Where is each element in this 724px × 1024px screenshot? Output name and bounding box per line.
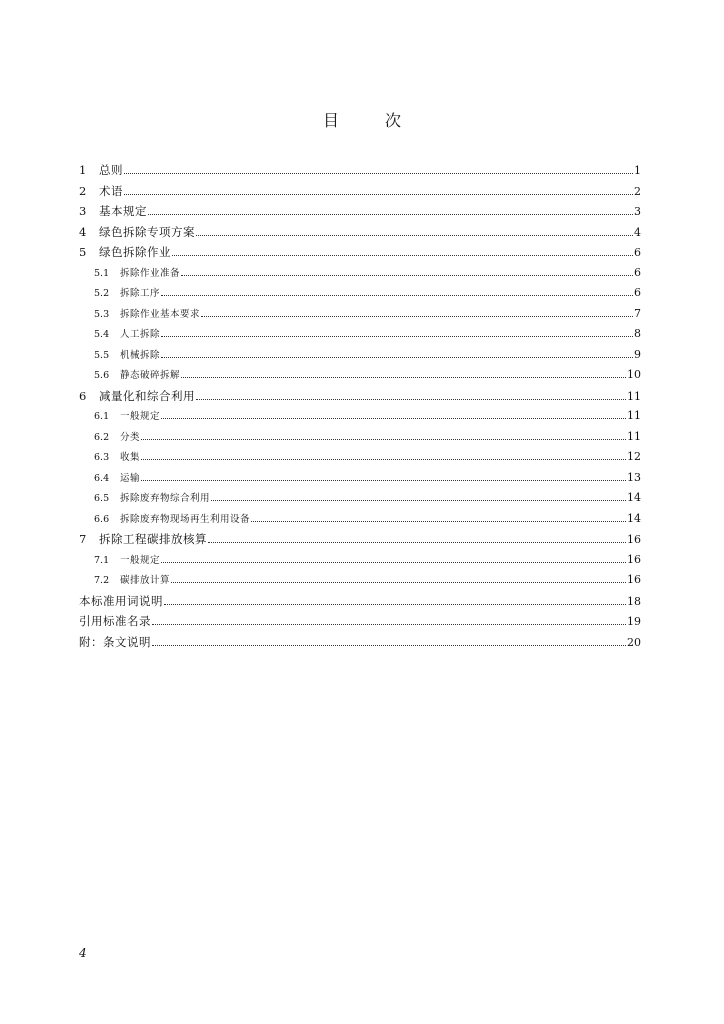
- toc-dot-leader: [161, 562, 626, 563]
- toc-dot-leader: [196, 399, 626, 400]
- toc-entry-label: 拆除作业基本要求: [120, 308, 201, 320]
- toc-dot-leader: [161, 418, 626, 419]
- toc-entry-page: 1: [634, 164, 641, 177]
- toc-dot-leader: [148, 214, 633, 215]
- toc-dot-leader: [181, 275, 633, 276]
- toc-entry-number: 1: [79, 163, 87, 177]
- toc-entry[interactable]: [79, 613, 641, 634]
- toc-entry[interactable]: [79, 306, 641, 327]
- toc-entry-page: 6: [634, 265, 641, 279]
- toc-entry-label: 碳排放计算: [120, 575, 171, 586]
- toc-entry[interactable]: [79, 511, 641, 532]
- toc-dot-leader: [152, 645, 626, 646]
- toc-entry-number: 5.6: [94, 370, 110, 381]
- toc-entry-page: 9: [634, 347, 641, 361]
- toc-entry-number: 6.3: [94, 452, 110, 463]
- toc-entry-page: 12: [627, 450, 641, 463]
- toc-entry-number: 6.6: [94, 513, 110, 525]
- toc-entry-number: 6.1: [94, 411, 110, 422]
- toc-entry-label: 静态破碎拆解: [120, 370, 181, 381]
- toc-entry[interactable]: [79, 285, 641, 306]
- toc-entry-page: 11: [627, 409, 641, 422]
- toc-dot-leader: [141, 439, 626, 440]
- toc-entry-label: 附：条文说明: [79, 634, 151, 649]
- toc-title-char-2: 次: [385, 111, 402, 130]
- toc-dot-leader: [208, 542, 626, 543]
- toc-title-char-1: 目: [322, 111, 339, 130]
- toc-entry-number: 6.5: [94, 493, 110, 504]
- footer-page-number: 4: [79, 946, 87, 960]
- toc-entry-page: 6: [634, 286, 641, 299]
- toc-entry-page: 16: [627, 573, 641, 586]
- toc-entry-page: 6: [634, 246, 641, 259]
- toc-entry-label: 运输: [120, 472, 141, 484]
- toc-entry[interactable]: [79, 552, 641, 573]
- toc-entry-number: 2: [79, 183, 87, 198]
- toc-entry[interactable]: [79, 162, 641, 183]
- toc-entry-page: 11: [627, 389, 641, 403]
- toc-entry-page: 3: [634, 205, 641, 218]
- toc-entry[interactable]: [79, 347, 641, 368]
- toc-entry[interactable]: [79, 593, 641, 614]
- toc-entry[interactable]: [79, 408, 641, 429]
- toc-entry-number: 7: [79, 532, 87, 546]
- toc-dot-leader: [172, 255, 633, 256]
- toc-entry[interactable]: [79, 449, 641, 470]
- table-of-contents: [79, 162, 641, 654]
- toc-entry-label: 一般规定: [120, 411, 161, 422]
- toc-entry-label: 减量化和综合利用: [99, 388, 195, 403]
- toc-entry-number: 5.3: [94, 308, 110, 320]
- toc-dot-leader: [141, 459, 626, 460]
- toc-entry-label: 机械拆除: [120, 349, 161, 361]
- toc-entry-label: 术语: [99, 183, 123, 198]
- toc-entry-label: 拆除作业准备: [120, 267, 181, 279]
- toc-entry-page: 4: [634, 225, 641, 239]
- toc-entry-page: 2: [634, 184, 641, 198]
- toc-entry-label: 一般规定: [120, 554, 161, 566]
- toc-entry-label: 拆除废弃物综合利用: [120, 493, 211, 504]
- toc-entry[interactable]: [79, 224, 641, 245]
- toc-dot-leader: [152, 624, 626, 625]
- toc-entry-page: 19: [627, 615, 641, 628]
- toc-entry-label: 总则: [99, 163, 123, 177]
- toc-entry[interactable]: [79, 265, 641, 286]
- toc-entry-page: 8: [634, 327, 641, 340]
- toc-entry-label: 引用标准名录: [79, 614, 151, 628]
- toc-entry-label: 拆除工序: [120, 288, 161, 299]
- toc-entry[interactable]: [79, 367, 641, 388]
- toc-entry-label: 绿色拆除作业: [99, 245, 171, 259]
- toc-entry-label: 绿色拆除专项方案: [99, 224, 195, 239]
- toc-dot-leader: [251, 521, 626, 522]
- toc-entry-page: 10: [627, 368, 641, 381]
- toc-entry[interactable]: [79, 183, 641, 204]
- toc-entry-number: 5: [79, 245, 87, 259]
- toc-entry-number: 7.2: [94, 575, 110, 586]
- toc-entry-page: 16: [627, 533, 641, 546]
- toc-entry[interactable]: [79, 470, 641, 491]
- toc-entry-page: 11: [627, 429, 641, 443]
- toc-entry-label: 本标准用词说明: [79, 593, 163, 608]
- toc-dot-leader: [124, 194, 633, 195]
- toc-entry[interactable]: [79, 244, 641, 265]
- toc-dot-leader: [181, 377, 626, 378]
- toc-entry[interactable]: [79, 388, 641, 409]
- toc-entry[interactable]: [79, 429, 641, 450]
- toc-title: [0, 108, 724, 131]
- toc-entry[interactable]: [79, 634, 641, 655]
- toc-entry-number: 4: [79, 224, 87, 239]
- toc-dot-leader: [124, 173, 633, 174]
- toc-dot-leader: [164, 604, 626, 605]
- toc-entry-number: 6.4: [94, 472, 110, 484]
- toc-entry-number: 3: [79, 204, 87, 218]
- toc-entry-page: 7: [634, 306, 641, 320]
- toc-entry-number: 5.2: [94, 288, 110, 299]
- toc-dot-leader: [211, 500, 626, 501]
- toc-entry-page: 18: [627, 594, 641, 608]
- toc-dot-leader: [161, 295, 633, 296]
- toc-entry[interactable]: [79, 572, 641, 593]
- toc-dot-leader: [171, 582, 626, 583]
- toc-dot-leader: [161, 357, 633, 358]
- toc-entry-page: 13: [627, 470, 641, 484]
- toc-entry-label: 拆除废弃物现场再生利用设备: [120, 513, 251, 525]
- toc-entry-label: 人工拆除: [120, 329, 161, 340]
- toc-entry[interactable]: [79, 203, 641, 224]
- toc-entry-number: 5.1: [94, 267, 110, 279]
- toc-dot-leader: [201, 316, 633, 317]
- toc-entry-page: 14: [627, 511, 641, 525]
- toc-entry-number: 5.5: [94, 349, 110, 361]
- toc-entry-page: 14: [627, 491, 641, 504]
- toc-entry[interactable]: [79, 531, 641, 552]
- toc-entry-label: 分类: [120, 431, 141, 443]
- toc-entry-label: 拆除工程碳排放核算: [99, 532, 207, 546]
- toc-entry-label: 收集: [120, 452, 141, 463]
- toc-entry-number: 7.1: [94, 554, 110, 566]
- toc-entry-number: 6.2: [94, 431, 110, 443]
- toc-entry-page: 20: [627, 635, 641, 649]
- toc-entry[interactable]: [79, 326, 641, 347]
- toc-dot-leader: [161, 336, 633, 337]
- toc-entry-label: 基本规定: [99, 204, 147, 218]
- toc-entry-number: 6: [79, 388, 87, 403]
- toc-entry-number: 5.4: [94, 329, 110, 340]
- toc-dot-leader: [196, 235, 633, 236]
- toc-entry[interactable]: [79, 490, 641, 511]
- toc-dot-leader: [141, 480, 626, 481]
- toc-entry-page: 16: [627, 552, 641, 566]
